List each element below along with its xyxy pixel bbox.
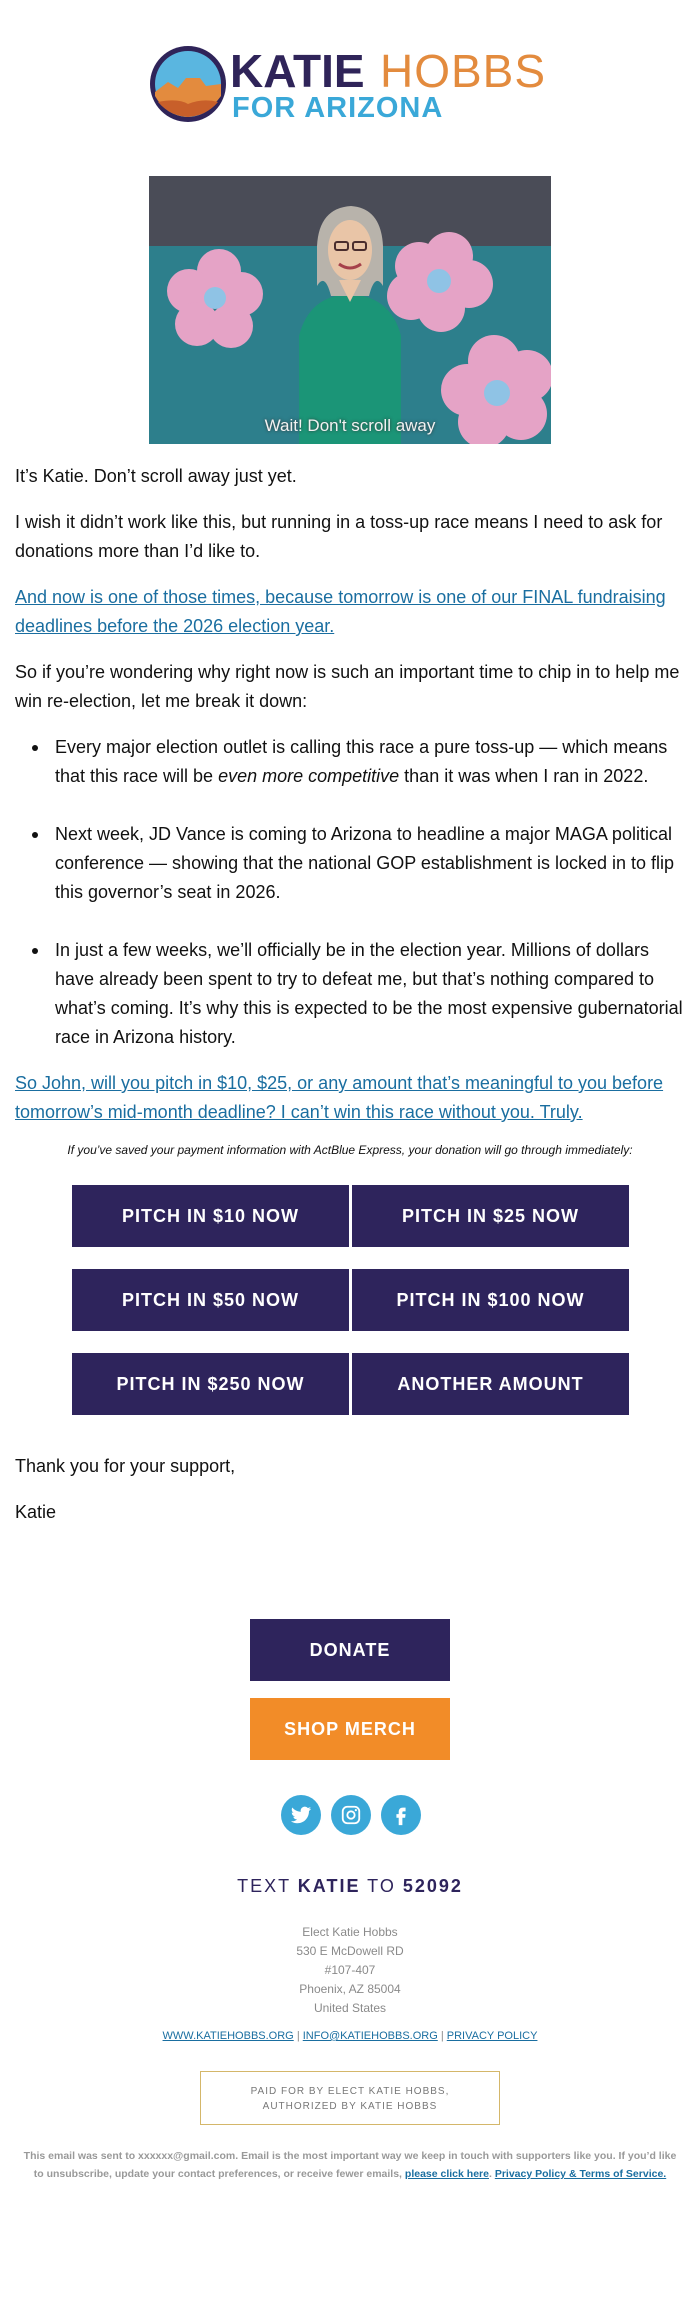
mailing-address: Elect Katie Hobbs 530 E McDowell RD #107-407 Phoenix, AZ 85004 United States <box>296 1925 404 2015</box>
hero-video[interactable] <box>149 176 551 444</box>
twitter-icon[interactable] <box>281 1795 321 1835</box>
another-amount-button[interactable]: ANOTHER AMOUNT <box>352 1353 629 1415</box>
instagram-icon[interactable] <box>331 1795 371 1835</box>
logo-emblem-icon <box>148 44 228 124</box>
thanks-line: Thank you for your support, <box>15 1456 236 1476</box>
signoff: Katie <box>15 1502 57 1522</box>
facebook-icon[interactable] <box>381 1795 421 1835</box>
footer-links: WWW.KATIEHOBBS.ORG | INFO@KATIEHOBBS.ORG | PRIVACY POLICY <box>162 2030 538 2042</box>
privacy-policy-link[interactable]: PRIVACY POLICY <box>446 2030 538 2042</box>
campaign-logo <box>148 44 558 124</box>
toss-up-paragraph: I wish it didn’t work like this, but running in a toss-up race means I need to ask for donations more than I’d like to. <box>15 512 663 561</box>
hero-illustration <box>149 176 551 444</box>
email-link[interactable]: INFO@KATIEHOBBS.ORG <box>302 2030 438 2042</box>
pitch-250-button[interactable]: PITCH IN $250 NOW <box>72 1353 349 1415</box>
pitch-25-button[interactable]: PITCH IN $25 NOW <box>352 1185 629 1247</box>
list-item: Every major election outlet is calling this race a pure toss-up — which means that this race will be even more competitive than it was when I ran in 2022. <box>15 733 685 791</box>
list-item: Next week, JD Vance is coming to Arizona to headline a major MAGA political conference — showing that the national GOP establishment is locked in to flip this governor’s seat in 2026. <box>15 820 685 907</box>
terms-link[interactable]: Privacy Policy & Terms of Service. <box>494 2168 667 2180</box>
actblue-notice: If you’ve saved your payment information with ActBlue Express, your donation will go through immediately: <box>67 1143 633 1157</box>
ask-paragraph <box>15 1069 685 1127</box>
text-keyword: KATIE <box>297 1876 361 1896</box>
logo-name-last: HOBBS <box>380 45 547 97</box>
reasons-list <box>15 733 685 1081</box>
pitch-50-button[interactable]: PITCH IN $50 NOW <box>72 1269 349 1331</box>
logo-tagline: FOR ARIZONA <box>232 92 444 124</box>
unsubscribe-link[interactable]: please click here <box>404 2168 489 2180</box>
list-item: In just a few weeks, we’ll officially be in the election year. Millions of dollars have already been spent to try to defeat me, but that’s nothing compared to what’s coming. It’s why this is expected to be the most expensive gubernatorial race in Arizona history. <box>15 936 685 1052</box>
hero-caption: Wait! Don't scroll away <box>264 416 436 435</box>
deadline-paragraph <box>15 583 685 641</box>
intro-paragraph: It’s Katie. Don’t scroll away just yet. <box>15 466 297 486</box>
unsubscribe-notice: This email was sent to xxxxxx@gmail.com. Email is the most important way we keep in touch with supporters like you. If you’d like to unsubscribe, update your contact preferences, or receive fewer emails, please click here. Privacy Policy & Terms of Service. <box>23 2150 677 2180</box>
breakdown-paragraph: So if you’re wondering why right now is such an important time to chip in to help me win re-election, let me break it down: <box>15 662 680 711</box>
donate-button[interactable]: DONATE <box>250 1619 450 1681</box>
pitch-10-button[interactable]: PITCH IN $10 NOW <box>72 1185 349 1247</box>
logo-name-first: KATIE <box>230 45 365 97</box>
shop-merch-button[interactable]: SHOP MERCH <box>250 1698 450 1760</box>
text-number: 52092 <box>402 1876 463 1896</box>
paid-for-disclaimer: PAID FOR BY ELECT KATIE HOBBS, AUTHORIZED BY KATIE HOBBS <box>200 2071 500 2125</box>
pitch-100-button[interactable]: PITCH IN $100 NOW <box>352 1269 629 1331</box>
text-to-join: TEXT KATIE TO 52092 <box>237 1876 463 1896</box>
deadline-link[interactable]: And now is one of those times, because tomorrow is one of our FINAL fundraising deadlines before the 2026 election year. <box>15 587 666 636</box>
website-link[interactable]: WWW.KATIEHOBBS.ORG <box>162 2030 294 2042</box>
ask-link[interactable]: So John, will you pitch in $10, $25, or any amount that’s meaningful to you before tomorrow’s mid-month deadline? I can’t win this race without you. Truly. <box>15 1073 664 1122</box>
